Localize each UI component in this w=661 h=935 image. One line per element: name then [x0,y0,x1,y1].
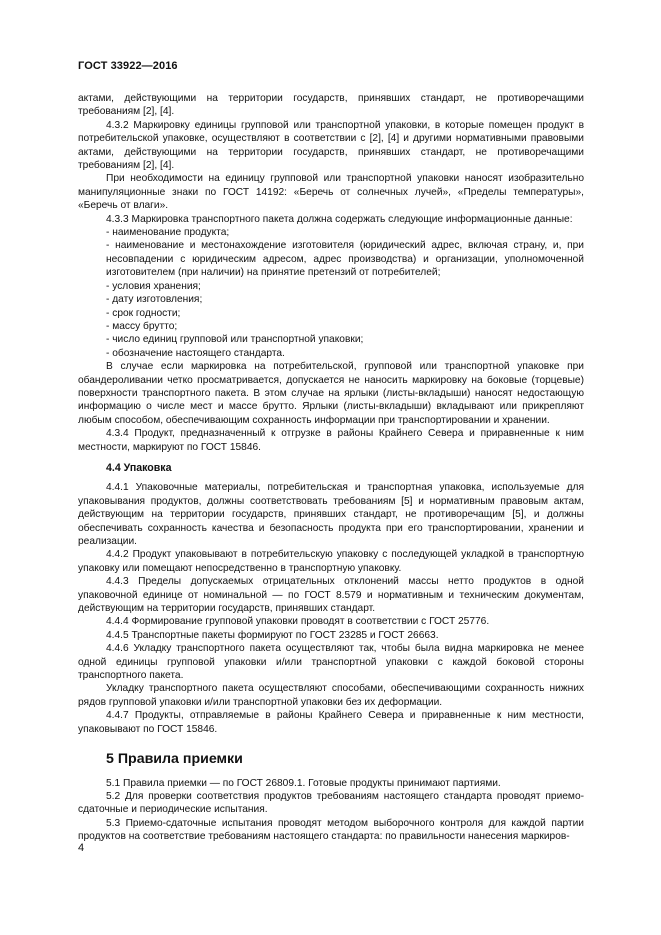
document-header: ГОСТ 33922—2016 [78,60,178,72]
paragraph: При необходимости на единицу групповой или транспортной упаковки наносят изобразительно манипуляционные знаки по ГОСТ 14192: «Беречь от солнечных лучей», «Пределы температуры», «Беречь от влаги». [78,173,584,212]
paragraph: 4.4.6 Укладку транспортного пакета осуществляют так, чтобы была видна маркировка не менее одной единицы групповой упаковки и/или транспортной упаковки с каждой боковой стороны транспортного пакета. [78,643,584,682]
paragraph: 5.3 Приемо-сдаточные испытания проводят методом выборочного контроля для каждой партии продуктов на соответствие требованиям настоящего стандарта: по правильности нанесения маркиров- [78,817,584,843]
paragraph: 4.4.7 Продукты, отправляемые в районы Крайнего Севера и приравненные к ним местности, упаковывают по ГОСТ 15846. [78,710,584,735]
list-item: - обозначение настоящего стандарта. [106,347,285,359]
page-number: 4 [78,842,85,854]
list-item: - наименование продукта; [106,227,230,239]
list-item: - массу брутто; [106,320,178,332]
paragraph: 5.2 Для проверки соответствия продуктов требованиям настоящего стандарта проводят приемо-сдаточные и периодические испытания. [78,790,584,816]
paragraph: 4.3.3 Маркировка транспортного пакета должна содержать следующие информационные данные: [106,213,573,225]
paragraph: 4.4.2 Продукт упаковывают в потребительскую упаковку с последующей укладкой в транспортную упаковку или помещают непосредственно в транспортную упаковку. [78,549,584,574]
list-item: - условия хранения; [106,280,201,292]
section-heading: 5 Правила приемки [106,751,243,768]
paragraph: Укладку транспортного пакета осуществляют способами, обеспечивающими сохранность нижних рядов групповой упаковки и/или транспортной упаковки без их деформации. [78,683,584,708]
paragraph: 4.4.4 Формирование групповой упаковки проводят в соответствии с ГОСТ 25776. [106,616,490,628]
paragraph: 4.3.4 Продукт, предназначенный к отгрузке в районы Крайнего Севера и приравненные к ним местности, маркируют по ГОСТ 15846. [78,428,584,453]
paragraph: 4.4.3 Пределы допускаемых отрицательных отклонений массы нетто продуктов в одной упаковочной единице от номинальной — по ГОСТ 8.579 и нормативным и техническим документам, действующим на территории государств, принявших стандарт. [78,576,584,615]
document-body [78,92,584,844]
list-item: - наименование и местонахождение изготовителя (юридический адрес, включая страну, и, при несовпадении с юридическим адресом, адрес производства) и организации, уполномоченной изготовителем (при наличии) на принятие претензий от потребителей; [106,240,584,279]
list-item: - дату изготовления; [106,294,203,306]
paragraph: 4.4.1 Упаковочные материалы, потребительская и транспортная упаковка, используемые для упаковывания продуктов, должны соответствовать требованиям [5] и нормативным правовым актам, действующим на территории государств, принявших стандарт, не противоречащим [5], и должны обеспечивать сохранность качества и безопасность продукта при его транспортировании, хранении и реализации. [78,482,584,547]
paragraph: актами, действующими на территории государств, принявших стандарт, не противоречащими требованиям [2], [4]. [78,93,584,118]
list-item: - число единиц групповой или транспортной упаковки; [106,334,364,346]
list-item: - срок годности; [106,307,181,319]
paragraph: В случае если маркировка на потребительской, групповой или транспортной упаковке при обандероливании четко просматривается, допускается не наносить маркировку на боковые (торцевые) поверхности транспортного пакета. В этом случае на ярлыки (листы-вкладыши) наносят недостающую информацию о числе мест и массе брутто. Ярлыки (листы-вкладыши) вкладывают или прикрепляют любым способом, обеспечивающим сохранность информации при транспортировании и хранении. [78,361,584,426]
paragraph: 5.1 Правила приемки — по ГОСТ 26809.1. Готовые продукты принимают партиями. [106,777,501,789]
paragraph: 4.4.5 Транспортные пакеты формируют по ГОСТ 23285 и ГОСТ 26663. [106,629,439,641]
paragraph: 4.3.2 Маркировку единицы групповой или транспортной упаковки, в которые помещен продукт в потребительской упаковке, осуществляют в соответствии с [2], [4] и другими нормативными правовыми актами, действующими на территории государств, принявших стандарт, не противоречащими требованиям [2], [4]. [78,119,584,172]
subsection-heading: 4.4 Упаковка [106,461,172,474]
